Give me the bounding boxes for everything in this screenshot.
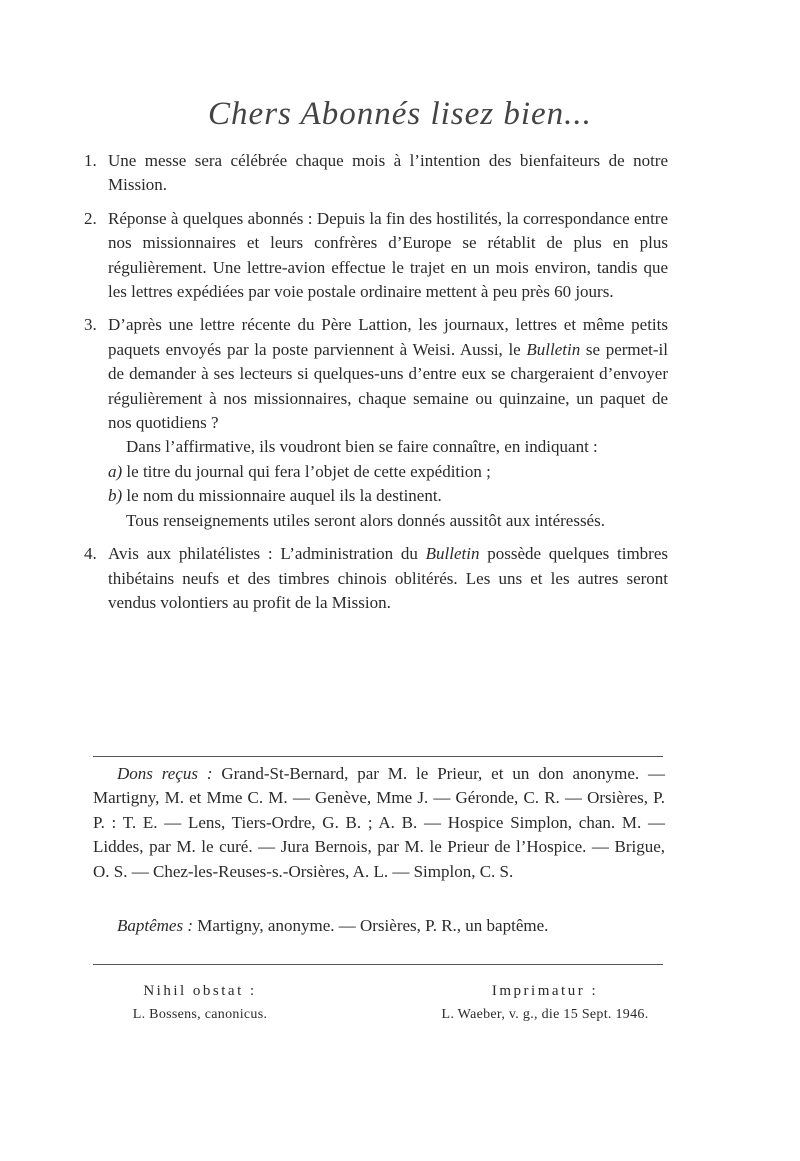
list-item-2	[84, 207, 668, 305]
item-paragraph	[108, 313, 668, 435]
list-item-1	[84, 149, 668, 198]
item-number: 3.	[84, 315, 97, 335]
sub-item-b	[108, 484, 668, 508]
item-text: Une messe sera célébrée chaque mois à l’intention des bienfaiteurs de notre Mission.	[108, 151, 668, 195]
item-number: 1.	[84, 151, 97, 170]
baptisms-paragraph	[93, 914, 665, 938]
numbered-list	[84, 149, 668, 624]
emphasis: Bulletin	[526, 339, 581, 359]
sub-marker: b)	[108, 486, 123, 506]
item-paragraph: Dans l’affirmative, ils voudront bien se faire connaître, en indiquant :	[126, 437, 598, 457]
nihil-obstat-heading: Nihil obstat :	[143, 983, 257, 999]
censor-name: L. Bossens, canonicus.	[132, 1007, 268, 1022]
imprimatur-heading: Imprimatur :	[491, 983, 599, 999]
emphasis: Bulletin	[425, 544, 480, 564]
donations-label: Dons reçus :	[117, 764, 213, 783]
sub-marker: a)	[108, 461, 123, 481]
donations-paragraph	[93, 762, 665, 884]
donations-text: Grand-St-Bernard, par M. le Prieur, et un don anonyme. — Martigny, M. et Mme C. M. — Genève, Mme J. — Géronde, C. R. — Orsières, P. P. : T. E. — Lens, Tiers-Ordre, G. B. ; A. B. — Hospice Simplon, chan. M. — Liddes, par M. le curé. — Jura Bernois, par M. le Prieur de l’Hospice. — Brigue, O. S. — Chez-les-Reuses-s.-Orsières, A. L. — Simplon, C. S.	[93, 764, 665, 881]
text-run: le nom du missionnaire auquel ils la destinent.	[122, 486, 442, 506]
text-run: Avis aux philatélistes : L’administration du	[108, 544, 426, 564]
item-paragraph: Tous renseignements utiles seront alors donnés aussitôt aux intéressés.	[126, 510, 605, 530]
nihil-obstat-block	[100, 983, 300, 1023]
text-run: se permet-il de demander à ses lecteurs si quelques-uns d’entre eux se chargeraient d’envoyer régulièrement à nos missionnaires, chaque semaine ou quinzaine, un paquet de nos quotidiens ?	[108, 339, 668, 433]
list-item-4	[84, 542, 668, 615]
imprimatur-block	[420, 983, 670, 1023]
divider	[93, 964, 663, 965]
vicar-name: L. Waeber, v. g., die 15 Sept. 1946.	[441, 1007, 649, 1022]
list-item-3	[84, 313, 668, 533]
item-number: 2.	[84, 208, 97, 228]
page-title: Chers Abonnés lisez bien...	[208, 96, 592, 132]
sub-item-a	[108, 460, 668, 484]
text-run: le titre du journal qui fera l’objet de cette expédition ;	[122, 461, 491, 481]
item-text: Réponse à quelques abonnés : Depuis la fin des hostilités, la correspondance entre nos missionnaires et leurs confrères d’Europe se rétablit de plus en plus régulièrement. Une lettre-avion effectue le trajet en un mois environ, tandis que les lettres expédiées par voie postale ordinaire mettent à peu près 60 jours.	[108, 208, 668, 302]
text-run: possède quelques timbres thibétains neufs et des timbres chinois oblitérés. Les uns et les autres seront vendus volontiers au profit de la Mission.	[108, 544, 668, 612]
divider	[93, 756, 663, 757]
item-number: 4.	[84, 544, 97, 564]
baptisms-text: Martigny, anonyme. — Orsières, P. R., un baptême.	[193, 916, 549, 935]
text-run: D’après une lettre récente du Père Lattion, les journaux, lettres et même petits paquets envoyés par la poste parviennent à Weisi. Aussi, le	[108, 315, 668, 359]
baptisms-label: Baptêmes :	[117, 916, 194, 935]
